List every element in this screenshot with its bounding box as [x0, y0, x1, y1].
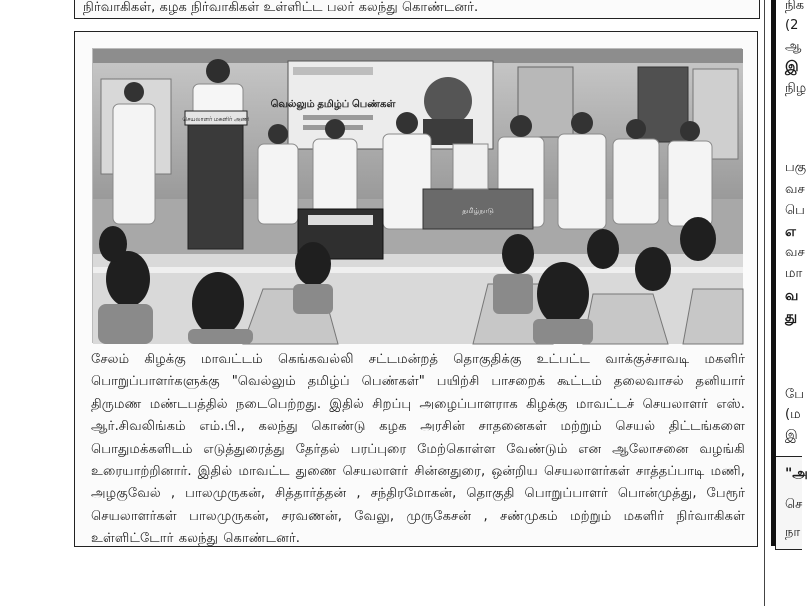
- column-fragment: நிக: [785, 0, 805, 13]
- column-fragment: (ம: [785, 407, 801, 422]
- podium: [182, 111, 249, 249]
- podium-label: செயலாளர் மகளிர் அணி: [182, 117, 250, 123]
- column-fragment: ஆ: [785, 39, 802, 54]
- column-fragment: (2: [785, 18, 799, 33]
- column-fragment: மா: [785, 266, 803, 281]
- banner-headline: வெல்லும் தமிழ்ப் பெண்கள்: [270, 99, 396, 110]
- column-fragment: வச: [785, 182, 805, 197]
- stage-banner: [271, 61, 493, 149]
- table-label: தமிழ்நாடு: [462, 208, 494, 215]
- previous-article-text: நிர்வாகிகள், கழக நிர்வாகிகள் உள்ளிட்ட பலர் கலந்து கொண்டனர்.: [83, 0, 479, 15]
- column-fragment: நா: [785, 525, 801, 540]
- column-fragment: இ: [785, 428, 798, 443]
- column-fragment: பே: [785, 387, 804, 402]
- column-fragment: நிழ: [785, 81, 807, 96]
- column-fragment: "அ: [785, 466, 808, 482]
- column-divider: [771, 0, 776, 546]
- column-fragment: இ: [785, 59, 799, 75]
- column-fragment: வ: [785, 288, 799, 304]
- column-fragment: து: [785, 309, 798, 325]
- event-photo: [92, 48, 742, 343]
- previous-article-tail: [74, 0, 760, 19]
- adjacent-column: [764, 0, 808, 606]
- column-fragment: பகு: [785, 160, 807, 175]
- news-article: [74, 31, 758, 547]
- column-fragment: பெ: [785, 203, 805, 218]
- column-fragment: செ: [785, 497, 803, 512]
- column-fragment: வச: [785, 245, 805, 260]
- column-fragment: எ: [785, 224, 796, 240]
- photo-caption: சேலம் கிழக்கு மாவட்டம் கெங்கவல்லி சட்டமன்றத் தொகுதிக்கு உட்பட்ட வாக்குச்சாவடி மகளிர் பொறுப்பாளர்களுக்கு "வெல்லும் தமிழ்ப் பெண்கள்" பயிற்சி பாசறைக் கூட்டம் தலைவாசல் தனியார் திருமண மண்டபத்தில் நடைபெற்றது. இதில் சிறப்பு அழைப்பாளராக கிழக்கு மாவட்டச் செயலாளர் எஸ். ஆர்.சிவலிங்கம் எம்.பி., கலந்து கொண்டு கழக அரசின் சாதனைகள் மற்றும் செயல் திட்டங்களை பொதுமக்களிடம் எடுத்துரைத்து தேர்தல் பரப்புரை மேற்கொள்ள வேண்டும் என ஆலோசனை வழங்கி உரையாற்றினார். இதில் மாவட்ட துணை செயலாளர் சின்னதுரை, ஒன்றிய செயலாளர்கள் சாத்தப்பாடி மணி, அழகுவேல் , பாலமுருகன், சித்தார்த்தன் , சந்திரமோகன், தொகுதி பொறுப்பாளர் பொன்முத்து, பேரூர் செயலாளர்கள் பாலமுருகன், சரவணன், வேலு, முருகேசன் , சண்முகம் மற்றும் மகளிர் நிர்வாகிகள் உள்ளிட்டோர் கலந்து கொண்டனர்.: [91, 352, 745, 547]
